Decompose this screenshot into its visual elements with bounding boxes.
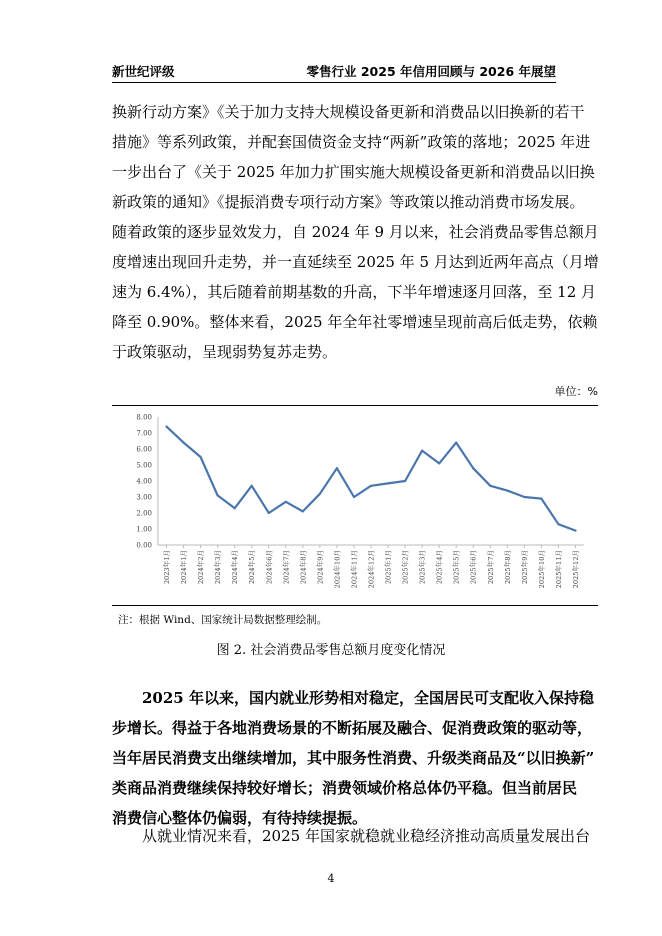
data-point bbox=[217, 494, 219, 496]
data-point bbox=[387, 482, 389, 484]
text-line: 于政策驱动，呈现弱势复苏走势。 bbox=[112, 343, 338, 361]
y-tick-label: 1.00 bbox=[136, 525, 152, 534]
x-tick-label: 2024年2月 bbox=[197, 550, 206, 585]
chart-source-note: 注：根据 Wind、国家统计局数据整理绘制。 bbox=[118, 614, 328, 626]
x-tick-label: 2024年7月 bbox=[282, 550, 291, 585]
x-tick-label: 2025年9月 bbox=[520, 550, 529, 585]
data-point bbox=[421, 450, 423, 452]
header-org: 新世纪评级 bbox=[112, 64, 175, 79]
x-tick-label: 2024年9月 bbox=[316, 550, 325, 585]
body-paragraph-2 bbox=[112, 683, 595, 833]
y-tick-label: 5.00 bbox=[136, 461, 152, 470]
text-line: 当年居民消费支出继续增加，其中服务性消费、升级类商品及“以旧换新” bbox=[112, 749, 595, 767]
data-point bbox=[370, 485, 372, 487]
text-line: 措施》等系列政策，并配套国债资金支持“两新”政策的落地；2025 年进 bbox=[112, 133, 591, 151]
text-line: 从就业情况来看，2025 年国家就稳就业稳经济推动高质量发展出台 bbox=[142, 827, 590, 845]
data-point bbox=[268, 512, 270, 514]
y-tick-label: 3.00 bbox=[136, 493, 152, 502]
data-point bbox=[336, 467, 338, 469]
data-point bbox=[523, 496, 525, 498]
page-number: 4 bbox=[327, 872, 335, 885]
y-tick-label: 6.00 bbox=[136, 445, 152, 454]
x-tick-label: 2025年12月 bbox=[571, 550, 580, 589]
y-tick-label: 8.00 bbox=[136, 413, 152, 422]
x-tick-label: 2024年11月 bbox=[350, 550, 359, 589]
data-point bbox=[438, 462, 440, 464]
text-line: 新政策的通知》《提振消费专项行动方案》等政策以推动消费市场发展。 bbox=[112, 193, 585, 211]
x-tick-label: 2025年3月 bbox=[418, 550, 427, 585]
chart-unit-label: 单位：% bbox=[554, 385, 598, 398]
data-point bbox=[353, 496, 355, 498]
y-tick-label: 4.00 bbox=[136, 477, 152, 486]
body-paragraph-1 bbox=[112, 97, 599, 367]
x-tick-label: 2025年4月 bbox=[435, 550, 444, 585]
x-tick-label: 2025年6月 bbox=[469, 550, 478, 585]
data-point bbox=[182, 442, 184, 444]
x-tick-label: 2025年5月 bbox=[452, 550, 461, 585]
data-point bbox=[540, 498, 542, 500]
data-point bbox=[165, 426, 167, 428]
text-line: 2025 年以来，国内就业形势相对稳定，全国居民可支配收入保持稳 bbox=[142, 689, 594, 707]
data-point bbox=[455, 442, 457, 444]
data-point bbox=[251, 485, 253, 487]
data-point bbox=[285, 501, 287, 503]
text-line: 类商品消费继续保持较好增长；消费领域价格总体仍平稳。但当前居民 bbox=[112, 779, 578, 797]
text-line: 一步出台了《关于 2025 年加力扩围实施大规模设备更新和消费品以旧换 bbox=[112, 163, 595, 181]
data-point bbox=[404, 480, 406, 482]
body-paragraph-3 bbox=[112, 821, 590, 851]
text-line: 随着政策的逐步显效发力，自 2024 年 9 月以来，社会消费品零售总额月 bbox=[112, 223, 599, 241]
data-point bbox=[200, 456, 202, 458]
x-tick-label: 2025年2月 bbox=[401, 550, 410, 585]
x-tick-label: 2024年10月 bbox=[333, 550, 342, 589]
page-header bbox=[112, 60, 556, 83]
x-tick-label: 2024年1月 bbox=[180, 550, 189, 585]
data-point bbox=[234, 507, 236, 509]
x-tick-label: 2025年7月 bbox=[486, 550, 495, 585]
x-tick-label: 2024年12月 bbox=[367, 550, 376, 589]
data-point bbox=[489, 485, 491, 487]
x-tick-label: 2024年8月 bbox=[299, 550, 308, 585]
data-point bbox=[302, 510, 304, 512]
data-point bbox=[557, 523, 559, 525]
x-tick-label: 2025年11月 bbox=[554, 550, 563, 589]
y-tick-label: 7.00 bbox=[136, 429, 152, 438]
x-tick-label: 2025年8月 bbox=[503, 550, 512, 585]
x-tick-label: 2024年6月 bbox=[265, 550, 274, 585]
y-tick-label: 0.00 bbox=[136, 541, 152, 550]
x-tick-label: 2024年4月 bbox=[231, 550, 240, 585]
text-line: 降至 0.90%。整体来看，2025 年全年社零增速呈现前高后低走势，依赖 bbox=[112, 313, 598, 331]
series-line bbox=[167, 427, 576, 531]
data-point bbox=[574, 530, 576, 532]
x-tick-label: 2024年5月 bbox=[248, 550, 257, 585]
data-point bbox=[472, 467, 474, 469]
data-point bbox=[319, 493, 321, 495]
text-line: 度增速出现回升走势，并一直延续至 2025 年 5 月达到近两年高点（月增 bbox=[112, 253, 599, 271]
line-chart bbox=[112, 406, 598, 605]
chart-frame bbox=[112, 405, 598, 606]
text-line: 步增长。得益于各地消费场景的不断拓展及融合、促消费政策的驱动等， bbox=[112, 719, 593, 737]
x-tick-label: 2023年1月 bbox=[163, 550, 172, 585]
x-tick-label: 2024年3月 bbox=[214, 550, 223, 585]
y-tick-label: 2.00 bbox=[136, 509, 152, 518]
text-line: 速为 6.4%），其后随着前期基数的升高，下半年增速逐月回落，至 12 月 bbox=[112, 283, 597, 301]
text-line: 消费信心整体仍偏弱，有待持续提振。 bbox=[112, 809, 368, 827]
figure-caption: 图 2. 社会消费品零售总额月度变化情况 bbox=[216, 643, 446, 658]
x-tick-label: 2025年10月 bbox=[537, 550, 546, 589]
data-point bbox=[506, 490, 508, 492]
header-report-title: 零售行业 2025 年信用回顾与 2026 年展望 bbox=[306, 64, 556, 79]
text-line: 换新行动方案》《关于加力支持大规模设备更新和消费品以旧换新的若干 bbox=[112, 103, 585, 121]
x-tick-label: 2025年1月 bbox=[384, 550, 393, 585]
